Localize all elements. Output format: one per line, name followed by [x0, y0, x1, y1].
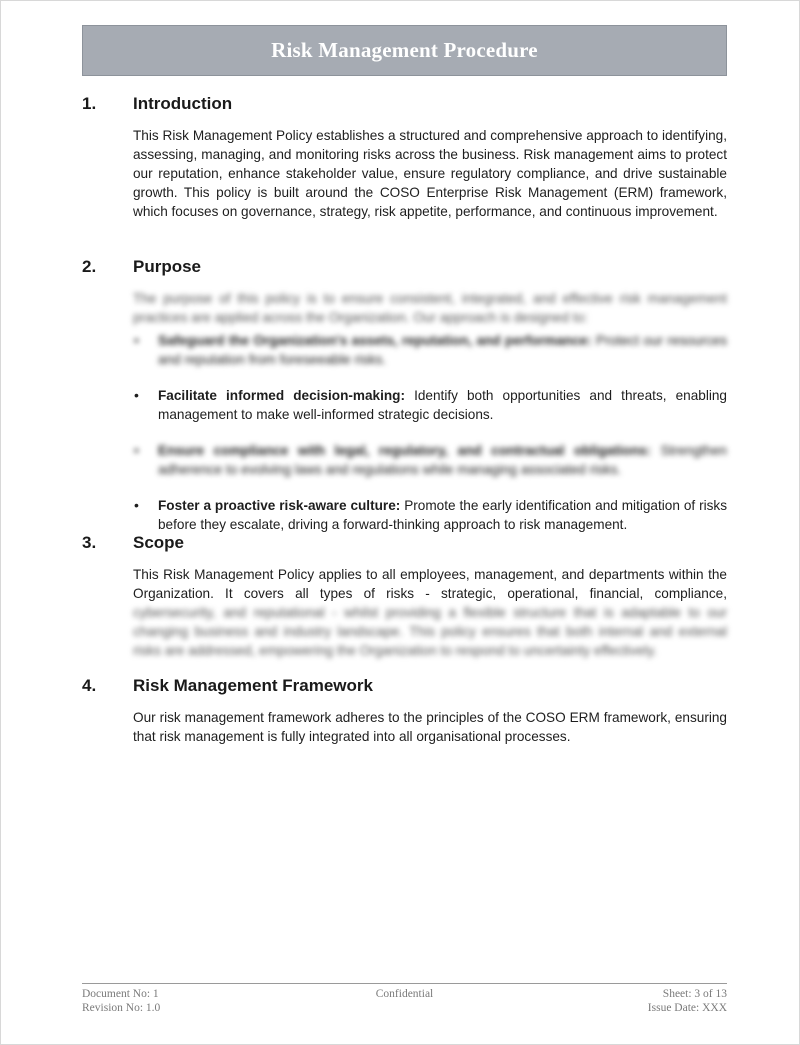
revision-number: Revision No: 1.0 [82, 1002, 161, 1014]
bullet-text: Identify both opportunities and threats, enabling management to make well-informed strategic decisions. [158, 388, 727, 422]
framework-paragraph: Our risk management framework adheres to the principles of the COSO ERM framework, ensuring that risk management is fully integrated into all organisational processes. [133, 710, 727, 744]
list-item [133, 331, 727, 369]
scope-text-visible: This Risk Management Policy applies to all employees, management, and departments within the Organization. It covers all types of risks - strategic, operational, financial, compliance, [133, 567, 727, 601]
section-purpose [82, 257, 727, 551]
bullet-lead: Ensure compliance with legal, regulatory, and contractual obligations: [158, 443, 651, 458]
list-item [133, 386, 727, 424]
section-heading: Scope [133, 533, 185, 552]
list-item [133, 496, 727, 534]
page-footer [82, 983, 727, 1015]
bullet-icon: • [134, 387, 139, 403]
sheet-number: Sheet: 3 of 13 [662, 988, 727, 1000]
classification-label: Confidential [375, 988, 434, 1000]
scope-paragraph [133, 565, 727, 660]
section-number: 3. [82, 533, 97, 552]
section-heading: Purpose [133, 257, 202, 276]
section-heading: Introduction [133, 94, 233, 113]
section-risk-management-framework [82, 676, 727, 746]
purpose-bullet-list [133, 331, 727, 534]
document-title-bar [82, 25, 727, 76]
section-number: 4. [82, 676, 97, 695]
bullet-lead: Safeguard the Organization's assets, reputation, and performance: [158, 333, 592, 348]
scope-text-blurred: cybersecurity, and reputational - whilst providing a flexible structure that is adaptable to our changing business and industry landscape. This policy ensures that both internal and external risks are addressed, empowering the Organization to respond to uncertainty effectively. [133, 605, 727, 658]
section-number: 1. [82, 94, 97, 113]
document-number: Document No: 1 [82, 988, 159, 1000]
bullet-icon: • [134, 497, 139, 513]
document-title: Risk Management Procedure [271, 38, 538, 62]
purpose-intro-blurred: The purpose of this policy is to ensure consistent, integrated, and effective risk management practices are applied across the Organization. Our approach is designed to: [133, 291, 727, 325]
bullet-lead: Foster a proactive risk-aware culture: [158, 498, 401, 513]
section-number: 2. [82, 257, 97, 276]
section-scope [82, 533, 727, 660]
list-item [133, 441, 727, 479]
bullet-text: Protect our resources and reputation from foreseeable risks. [158, 333, 727, 367]
bullet-text: Promote the early identification and mitigation of risks before they escalate, driving a forward-thinking approach to risk management. [158, 498, 728, 532]
bullet-icon: • [134, 442, 139, 458]
introduction-paragraph: This Risk Management Policy establishes a structured and comprehensive approach to identifying, assessing, managing, and monitoring risks across the business. Risk management aims to protect our reputation, enhance stakeholder value, ensure regulatory compliance, and drive sustainable growth. This policy is built around the COSO Enterprise Risk Management (ERM) framework, which focuses on governance, strategy, risk appetite, performance, and continuous improvement. [133, 128, 727, 219]
section-introduction [82, 94, 727, 221]
bullet-text: Strengthen adherence to evolving laws and regulations while managing associated risks. [158, 443, 727, 477]
issue-date: Issue Date: XXX [647, 1002, 727, 1014]
bullet-lead: Facilitate informed decision-making: [158, 388, 406, 403]
section-heading: Risk Management Framework [133, 676, 373, 695]
bullet-icon: • [134, 332, 139, 348]
